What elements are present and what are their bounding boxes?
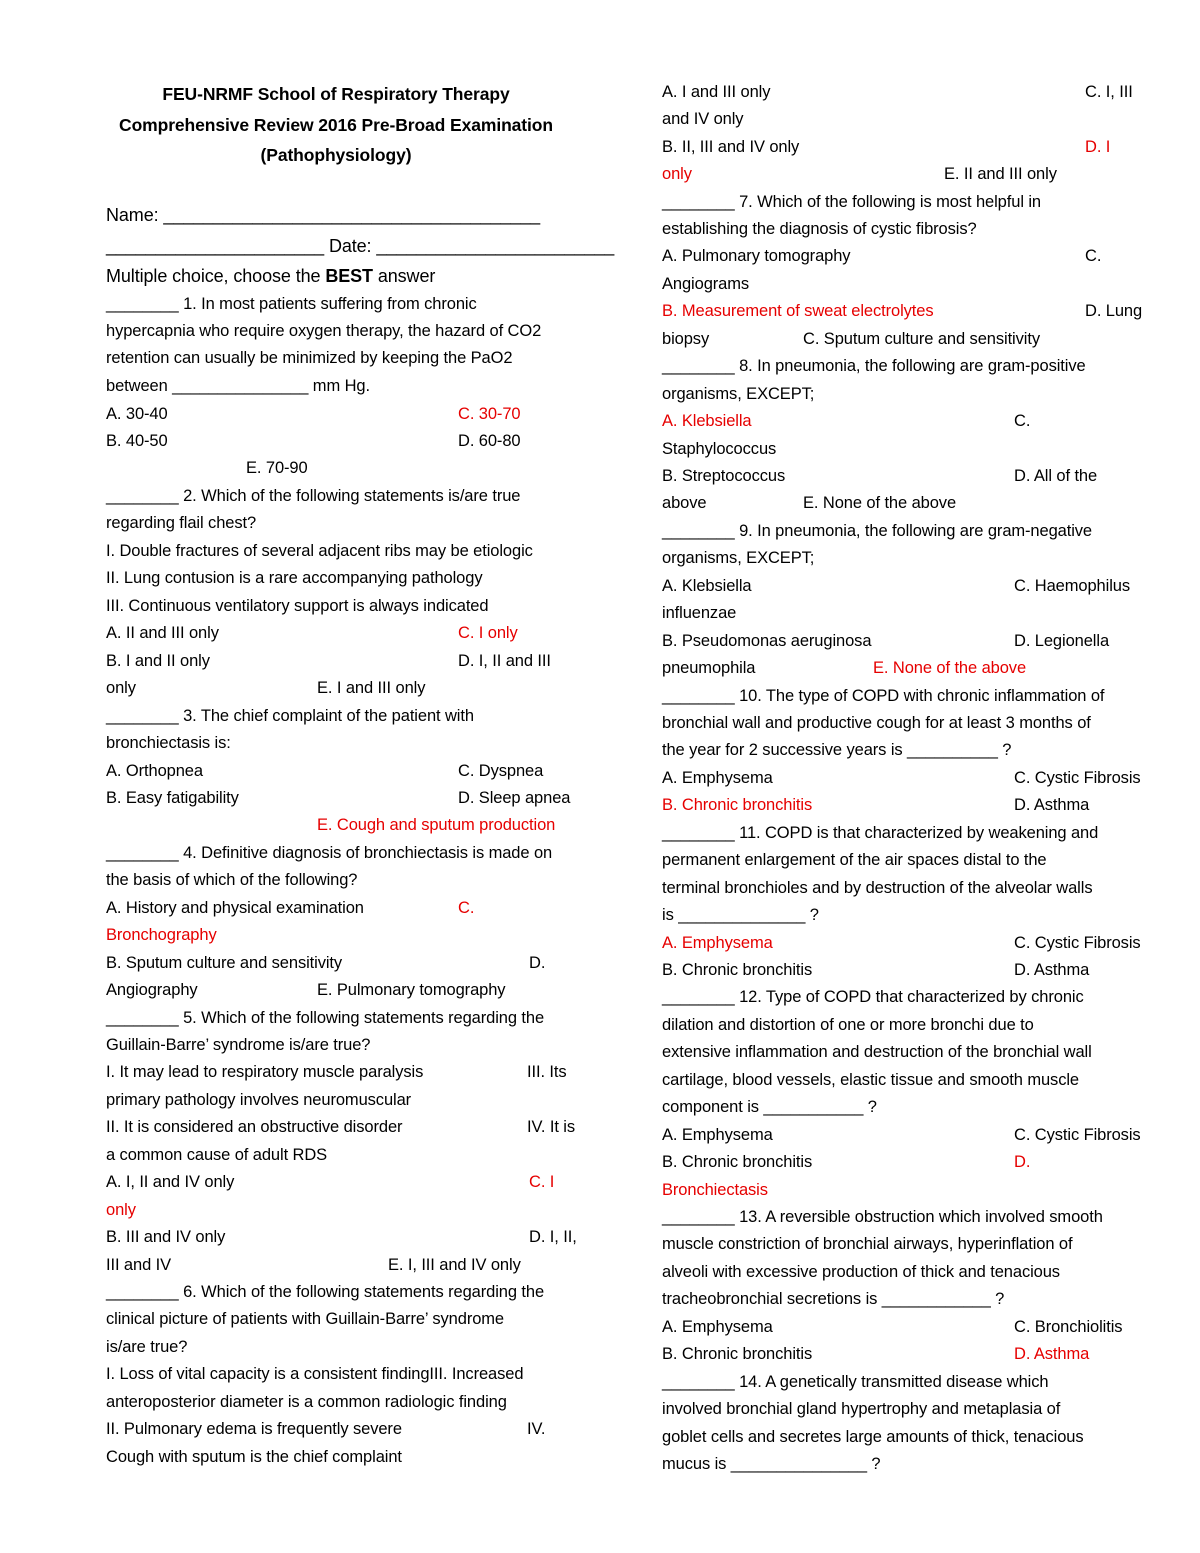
text-segment: biopsy <box>662 330 710 348</box>
subject-title: (Pathophysiology) <box>260 145 412 165</box>
text-segment: Guillain-Barre’ syndrome is/are true? <box>106 1036 371 1054</box>
text-segment: and IV only <box>662 110 744 128</box>
text-segment: tracheobronchial secretions is ____________ ? <box>662 1290 1005 1308</box>
text-segment: B. Chronic bronchitis <box>662 1345 813 1363</box>
answer-key-text: B. Measurement of sweat electrolytes <box>662 302 934 320</box>
text-segment: clinical picture of patients with Guillain-Barre’ syndrome <box>106 1310 505 1328</box>
text-segment: III. Continuous ventilatory support is always indicated <box>106 597 489 615</box>
text-segment: A. Orthopnea <box>106 762 203 780</box>
answer-key-text: A. Klebsiella <box>662 412 752 430</box>
name-field[interactable]: Name: ______________________________________ <box>106 205 541 225</box>
text-segment: between _______________ mm Hg. <box>106 377 370 395</box>
text-segment: D. <box>529 954 546 972</box>
date-field[interactable]: ______________________ Date: ________________________ <box>106 236 615 256</box>
text-segment: organisms, EXCEPT; <box>662 385 815 403</box>
text-segment: ________ 12. Type of COPD that characterized by chronic <box>662 988 1084 1006</box>
text-segment: B. Chronic bronchitis <box>662 961 813 979</box>
text-segment: IV. <box>527 1420 546 1438</box>
text-segment: dilation and distortion of one or more bronchi due to <box>662 1016 1034 1034</box>
text-segment: A. II and III only <box>106 624 219 642</box>
text-segment: E. Pulmonary tomography <box>317 981 506 999</box>
text-segment: B. Pseudomonas aeruginosa <box>662 632 872 650</box>
text-segment: III and IV <box>106 1256 172 1274</box>
text-segment: bronchial wall and productive cough for at least 3 months of <box>662 714 1091 732</box>
text-segment: C. Cystic Fibrosis <box>1014 1126 1141 1144</box>
text-segment: A. Pulmonary tomography <box>662 247 851 265</box>
instruction-pre: Multiple choice, choose the <box>106 266 326 286</box>
text-segment: A. Emphysema <box>662 1318 773 1336</box>
text-segment: ________ 3. The chief complaint of the patient with <box>106 707 474 725</box>
answer-key-text: Bronchiectasis <box>662 1181 768 1199</box>
answer-key-text: B. Chronic bronchitis <box>662 796 813 814</box>
text-segment: C. Cystic Fibrosis <box>1014 769 1141 787</box>
answer-key-text: D. Asthma <box>1014 1345 1090 1363</box>
text-segment: Cough with sputum is the chief complaint <box>106 1448 402 1466</box>
text-segment: Angiograms <box>662 275 750 293</box>
text-segment: B. III and IV only <box>106 1228 226 1246</box>
text-segment: D. 60-80 <box>458 432 521 450</box>
text-segment: ________ 6. Which of the following statements regarding the <box>106 1283 545 1301</box>
text-segment: D. Lung <box>1085 302 1143 320</box>
text-segment: A. I and III only <box>662 83 771 101</box>
answer-key-text: A. Emphysema <box>662 934 773 952</box>
text-segment: influenzae <box>662 604 737 622</box>
answer-key-text: C. I only <box>458 624 518 642</box>
text-segment: only <box>106 679 136 697</box>
text-segment: IV. It is <box>527 1118 576 1136</box>
text-segment: ________ 5. Which of the following statements regarding the <box>106 1009 545 1027</box>
text-segment: E. I, III and IV only <box>388 1256 521 1274</box>
text-segment: regarding flail chest? <box>106 514 257 532</box>
text-segment: A. I, II and IV only <box>106 1173 235 1191</box>
text-segment: C. Haemophilus <box>1014 577 1130 595</box>
text-segment: the basis of which of the following? <box>106 871 358 889</box>
text-segment: extensive inflammation and destruction of the bronchial wall <box>662 1043 1092 1061</box>
text-segment: A. Klebsiella <box>662 577 752 595</box>
answer-key-text: E. Cough and sputum production <box>317 816 556 834</box>
text-segment: B. Easy fatigability <box>106 789 239 807</box>
text-segment: B. Streptococcus <box>662 467 786 485</box>
text-segment: C. Sputum culture and sensitivity <box>803 330 1040 348</box>
text-segment: I. Loss of vital capacity is a consistent findingIII. Increased <box>106 1365 524 1383</box>
text-segment: ________ 7. Which of the following is most helpful in <box>662 193 1042 211</box>
text-segment: II. Pulmonary edema is frequently severe <box>106 1420 402 1438</box>
text-segment: A. Emphysema <box>662 769 773 787</box>
text-segment: C. I, III <box>1085 83 1133 101</box>
text-segment: Angiography <box>106 981 198 999</box>
answer-key-text: only <box>662 165 692 183</box>
text-segment: pneumophila <box>662 659 756 677</box>
text-segment: D. Asthma <box>1014 796 1090 814</box>
text-segment: I. It may lead to respiratory muscle paralysis <box>106 1063 424 1081</box>
text-segment: E. 70-90 <box>246 459 308 477</box>
text-segment: ________ 13. A reversible obstruction which involved smooth <box>662 1208 1103 1226</box>
text-segment: E. II and III only <box>944 165 1057 183</box>
answer-key-text: only <box>106 1201 136 1219</box>
text-segment: establishing the diagnosis of cystic fibrosis? <box>662 220 977 238</box>
text-segment: ________ 1. In most patients suffering from chronic <box>106 295 477 313</box>
text-segment: I. Double fractures of several adjacent ribs may be etiologic <box>106 542 533 560</box>
text-segment: B. Chronic bronchitis <box>662 1153 813 1171</box>
text-segment: retention can usually be minimized by keeping the PaO2 <box>106 349 513 367</box>
text-segment: ________ 2. Which of the following statements is/are true <box>106 487 521 505</box>
text-segment: C. Cystic Fibrosis <box>1014 934 1141 952</box>
text-segment: is/are true? <box>106 1338 188 1356</box>
answer-key-text: E. None of the above <box>873 659 1027 677</box>
answer-key-text: Bronchography <box>106 926 217 944</box>
text-segment: D. Legionella <box>1014 632 1110 650</box>
text-segment: C. <box>1085 247 1102 265</box>
text-segment: terminal bronchioles and by destruction of the alveolar walls <box>662 879 1093 897</box>
text-segment: primary pathology involves neuromuscular <box>106 1091 412 1109</box>
text-segment: component is ___________ ? <box>662 1098 877 1116</box>
text-segment: organisms, EXCEPT; <box>662 549 815 567</box>
text-segment: permanent enlargement of the air spaces distal to the <box>662 851 1047 869</box>
text-segment: above <box>662 494 707 512</box>
text-segment: D. I, II, <box>529 1228 577 1246</box>
text-segment: C. Dyspnea <box>458 762 544 780</box>
instruction-bold: BEST <box>325 266 373 286</box>
text-segment: cartilage, blood vessels, elastic tissue and smooth muscle <box>662 1071 1079 1089</box>
text-segment: ________ 4. Definitive diagnosis of bronchiectasis is made on <box>106 844 553 862</box>
text-segment: ________ 8. In pneumonia, the following are gram-positive <box>662 357 1086 375</box>
text-segment: A. 30-40 <box>106 405 168 423</box>
text-segment: ________ 11. COPD is that characterized by weakening and <box>662 824 1099 842</box>
text-segment: D. Sleep apnea <box>458 789 571 807</box>
text-segment: the year for 2 successive years is __________ ? <box>662 741 1012 759</box>
text-segment: alveoli with excessive production of thick and tenacious <box>662 1263 1060 1281</box>
text-segment: anteroposterior diameter is a common radiologic finding <box>106 1393 507 1411</box>
text-segment: ________ 14. A genetically transmitted disease which <box>662 1373 1049 1391</box>
text-segment: hypercapnia who require oxygen therapy, the hazard of CO2 <box>106 322 542 340</box>
school-title: FEU-NRMF School of Respiratory Therapy <box>162 84 510 104</box>
text-segment: mucus is _______________ ? <box>662 1455 881 1473</box>
text-segment: ________ 9. In pneumonia, the following are gram-negative <box>662 522 1093 540</box>
text-segment: D. All of the <box>1014 467 1098 485</box>
text-segment: C. Bronchiolitis <box>1014 1318 1123 1336</box>
answer-key-text: C. I <box>529 1173 555 1191</box>
answer-key-text: D. I <box>1085 138 1111 156</box>
text-segment: Staphylococcus <box>662 440 777 458</box>
text-segment: III. Its <box>527 1063 567 1081</box>
text-segment: C. <box>1014 412 1031 430</box>
text-segment: D. I, II and III <box>458 652 551 670</box>
text-segment: B. 40-50 <box>106 432 168 450</box>
text-segment: muscle constriction of bronchial airways, hyperinflation of <box>662 1235 1073 1253</box>
text-segment: involved bronchial gland hypertrophy and metaplasia of <box>662 1400 1061 1418</box>
text-segment: A. History and physical examination <box>106 899 364 917</box>
text-segment: goblet cells and secretes large amounts of thick, tenacious <box>662 1428 1084 1446</box>
text-segment: II. Lung contusion is a rare accompanying pathology <box>106 569 483 587</box>
text-segment: a common cause of adult RDS <box>106 1146 328 1164</box>
text-segment: bronchiectasis is: <box>106 734 231 752</box>
instruction-post: answer <box>372 266 436 286</box>
text-segment: E. I and III only <box>317 679 426 697</box>
text-segment: E. None of the above <box>803 494 957 512</box>
answer-key-text: C. 30-70 <box>458 405 521 423</box>
exam-title: Comprehensive Review 2016 Pre-Broad Examination <box>119 115 553 135</box>
text-segment: D. Asthma <box>1014 961 1090 979</box>
text-segment: B. Sputum culture and sensitivity <box>106 954 343 972</box>
answer-key-text: C. <box>458 899 475 917</box>
text-segment: is ______________ ? <box>662 906 819 924</box>
text-segment: A. Emphysema <box>662 1126 773 1144</box>
answer-key-text: D. <box>1014 1153 1031 1171</box>
instructions <box>106 266 435 286</box>
text-segment: B. II, III and IV only <box>662 138 800 156</box>
text-segment: II. It is considered an obstructive disorder <box>106 1118 403 1136</box>
text-segment: B. I and II only <box>106 652 210 670</box>
text-segment: ________ 10. The type of COPD with chronic inflammation of <box>662 687 1105 705</box>
